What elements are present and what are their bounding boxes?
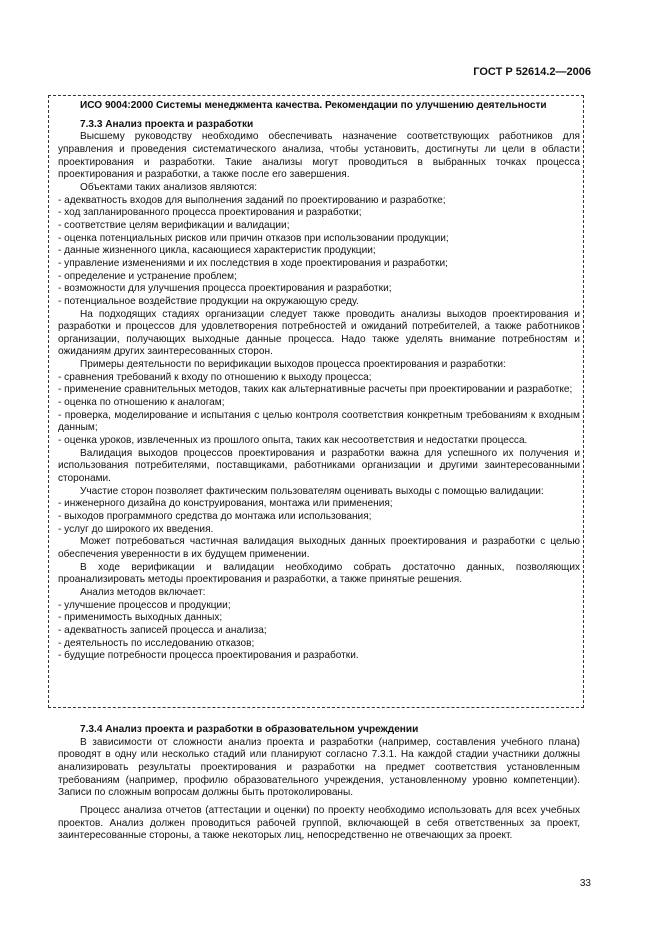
paragraph: На подходящих стадиях организации следует также проводить анализы выходов проектирования и разработки и процессов для удовлетворения потребностей и ожиданий потребителей, а также работников организации, получающих выходные данные процесса. Надо также уделять внимание потребностям и ожиданиям других заинтересованных сторон.	[58, 308, 580, 358]
list-item: - оценка по отношению к аналогам;	[58, 397, 225, 409]
document-code: ГОСТ Р 52614.2—2006	[473, 66, 591, 78]
list-item: - потенциальное воздействие продукции на окружающую среду.	[58, 295, 359, 307]
list-item: - возможности для улучшения процесса проектирования и разработки;	[58, 283, 392, 295]
list-item: - ход запланированного процесса проектирования и разработки;	[58, 207, 362, 219]
paragraph: Примеры деятельности по верификации выходов процесса проектирования и разработки:	[80, 359, 506, 371]
list-item: - выходов программного средства до монтажа или использования;	[58, 511, 372, 522]
paragraph: Высшему руководству необходимо обеспечивать назначение соответствующих работников для управления и проведения систематического анализа, чтобы установить, достигнуты ли цели в области проектирования и разработки. Такие анализы могут проводиться в выбранных точках процесса проектирования и разработки, а также после его завершения.	[58, 131, 580, 181]
list-item: - проверка, моделирование и испытания с целью контроля соответствия конкретным требованиям к входным данным;	[58, 409, 580, 434]
list-item: - деятельность по исследованию отказов;	[58, 637, 255, 649]
subsection-heading-733: 7.3.3 Анализ проекта и разработки	[80, 118, 254, 130]
list-item: - оценка потенциальных рисков или причин отказов при использовании продукции;	[58, 232, 449, 244]
paragraph: Процесс анализа отчетов (аттестации и оценки) по проекту необходимо использовать для всех учебных проектов. Анализ должен проводиться рабочей группой, включающей в себя ответственных за проект, заинтересованные стороны, а также некоторых лиц, непосредственно не отвечающих за проект.	[58, 804, 580, 842]
paragraph: Объектами таких анализов являются:	[80, 181, 258, 193]
page-number: 33	[579, 878, 591, 889]
paragraph: Может потребоваться частичная валидация выходных данных проектирования и разработки с целью обеспечения уверенности в их будущем применении.	[58, 536, 580, 560]
list-item: - применение сравнительных методов, таких как альтернативные расчеты при проектировании и разработке;	[58, 384, 573, 396]
section-734-content	[58, 724, 580, 843]
paragraph: В зависимости от сложности анализ проекта и разработки (например, составления учебного плана) проводят в одну или несколько стадий или планируют согласно 7.3.1. На каждой стадии участники должны анализировать результаты проектирования и разработки на предмет соответствия установленным требованиям (например, профилю образовательного учреждения, установленному уровню компетенции). Записи по сложным вопросам должны быть протоколированы.	[58, 736, 580, 799]
list-item: - будущие потребности процесса проектирования и разработки.	[58, 650, 359, 662]
list-item: - сравнения требований к входу по отношению к выходу процесса;	[58, 371, 372, 383]
iso-quote-content	[58, 100, 580, 663]
list-item: - оценка уроков, извлеченных из прошлого опыта, таких как несоответствия и недостатки процесса.	[58, 435, 528, 447]
list-item: - соответствие целям верификации и валидации;	[58, 219, 290, 231]
paragraph: Анализ методов включает:	[80, 586, 206, 598]
paragraph: Участие сторон позволяет фактическим пользователям оценивать выходы с помощью валидации:	[80, 485, 544, 497]
paragraph: Валидация выходов процессов проектирования и разработки важна для успешного их получения и использования потребителями, поставщиками, работниками организации и другими заинтересованными сторонами.	[58, 447, 580, 485]
iso-title: ИСО 9004:2000 Системы менеджмента качества. Рекомендации по улучшению деятельности	[80, 100, 547, 111]
list-item: - данные жизненного цикла, касающиеся характеристик продукции;	[58, 245, 376, 257]
list-item: - применимость выходных данных;	[58, 612, 223, 624]
subsection-heading-734: 7.3.4 Анализ проекта и разработки в образовательном учреждении	[80, 724, 419, 735]
list-item: - адекватность записей процесса и анализа;	[58, 624, 267, 636]
list-item: - адекватность входов для выполнения заданий по проектированию и разработке;	[58, 194, 446, 206]
list-item: - инженерного дизайна до конструирования, монтажа или применения;	[58, 498, 393, 510]
list-item: - услуг до широкого их введения.	[58, 523, 214, 535]
list-item: - определение и устранение проблем;	[58, 270, 237, 282]
paragraph: В ходе верификации и валидации необходимо собрать достаточно данных, позволяющих проанализировать методы проектирования и разработки, а также принятые решения.	[58, 561, 580, 586]
list-item: - управление изменениями и их последствия в ходе проектирования и разработки;	[58, 257, 448, 269]
list-item: - улучшение процессов и продукции;	[58, 599, 231, 611]
